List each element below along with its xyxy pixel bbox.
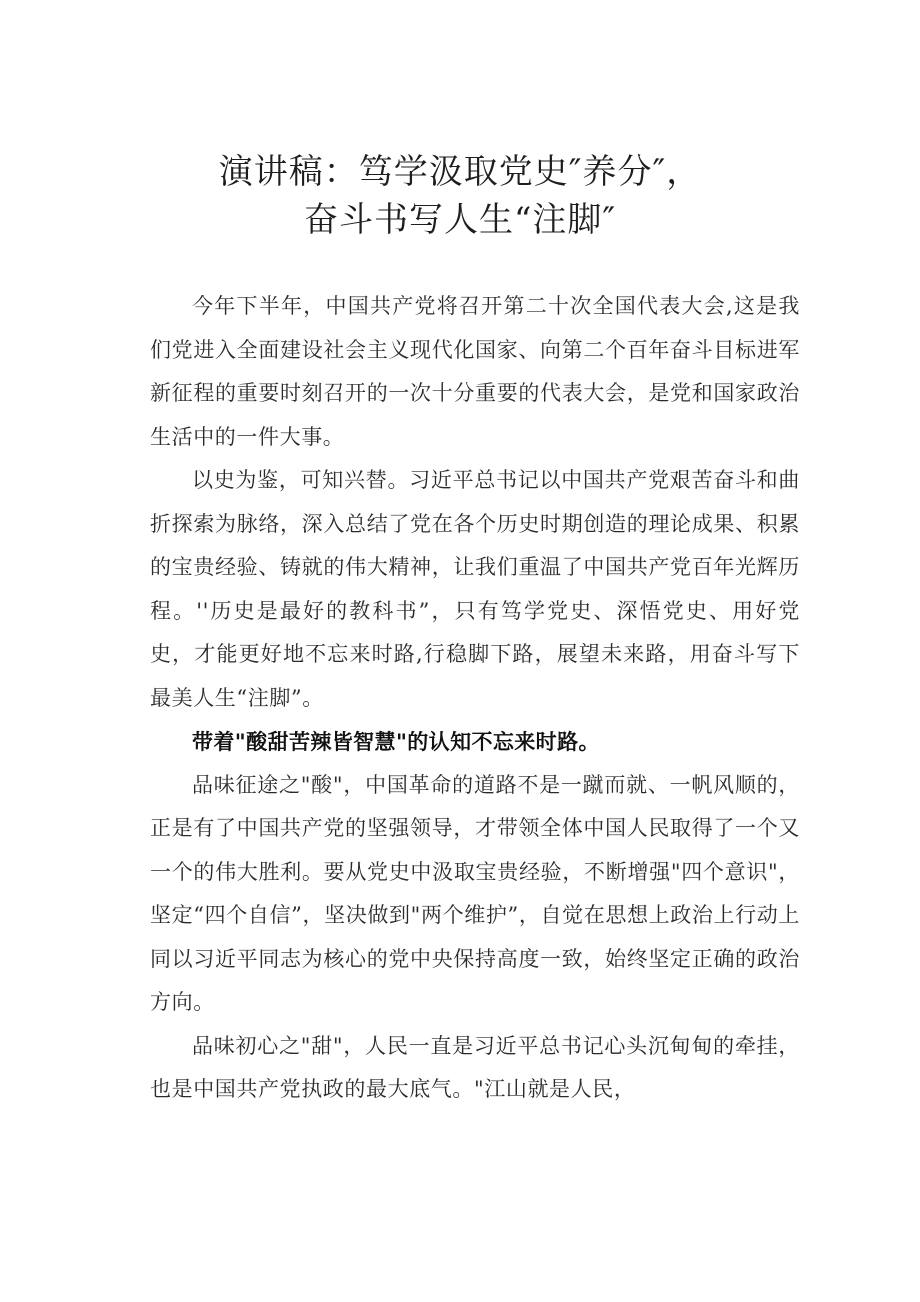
section-heading: 带着"酸甜苦辣皆智慧"的认知不忘来时路。 <box>192 729 600 754</box>
title-line-2: 奋斗书写人生“注脚″ <box>303 200 617 240</box>
document-body <box>150 285 800 1112</box>
paragraph-sweet: 品味初心之"甜"，人民一直是习近平总书记心头沉甸甸的牵挂，也是中国共产党执政的最大底气。"江山就是人民， <box>150 1033 800 1101</box>
paragraph-history: 以史为鉴，可知兴替。习近平总书记以中国共产党艰苦奋斗和曲折探索为脉络，深入总结了党在各个历史时期创造的理论成果、积累的宝贵经验、铸就的伟大精神，让我们重温了中国共产党百年光辉历程。''历史是最好的教科书”，只有笃学党史、深悟党史、用好党史，才能更好地不忘来时路,行稳脚下路，展望未来路，用奋斗写下最美人生“注脚”。 <box>150 468 800 710</box>
paragraph-sour: 品味征途之"酸"，中国革命的道路不是一蹴而就、一帆风顺的，正是有了中国共产党的坚强领导，才带领全体中国人民取得了一个又一个的伟大胜利。要从党史中汲取宝贵经验，不断增强"四个意识"，坚定“四个自信”，坚决做到"两个维护”，自觉在思想上政治上行动上同以习近平同志为核心的党中央保持高度一致，始终坚定正确的政治方向。 <box>150 772 800 1014</box>
title-line-1: 演讲稿：笃学汲取党史″养分″， <box>218 152 702 192</box>
document-title <box>0 148 920 244</box>
paragraph-intro: 今年下半年，中国共产党将召开第二十次全国代表大会,这是我们党进入全面建设社会主义现代化国家、向第二个百年奋斗目标进军新征程的重要时刻召开的一次十分重要的代表大会，是党和国家政治生活中的一件大事。 <box>150 294 800 449</box>
